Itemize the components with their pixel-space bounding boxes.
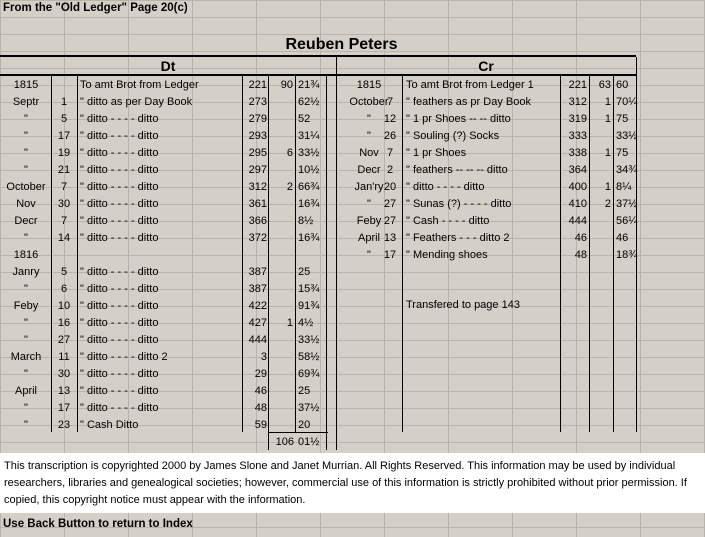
date-month: "	[24, 130, 28, 142]
date-month: Decr	[14, 215, 38, 227]
date-day: 26	[383, 130, 397, 142]
folio: 293	[248, 130, 267, 142]
date-day: 17	[57, 402, 71, 414]
credit-header: Cr	[478, 58, 494, 74]
date-month: Nov	[359, 147, 379, 159]
date-day: 7	[60, 181, 68, 193]
cents: 70¼	[616, 96, 638, 108]
date-day	[378, 77, 402, 94]
cents: 75	[616, 113, 629, 125]
date-month: "	[24, 147, 28, 159]
folio: 387	[248, 266, 267, 278]
cents: 33½	[298, 334, 320, 346]
cents: 33½	[616, 130, 638, 142]
cents: 4½	[298, 317, 314, 329]
dollars	[269, 128, 293, 145]
folio: 221	[248, 79, 267, 91]
entry-description: " Cash Ditto	[80, 419, 139, 431]
person-name: Reuben Peters	[285, 36, 398, 53]
date-day: 21	[57, 164, 71, 176]
dollars	[269, 349, 293, 366]
cents: 8¼	[616, 181, 632, 193]
col-rule	[295, 76, 296, 432]
date-month: Janry	[12, 266, 40, 278]
entry-description: " ditto - - - - ditto	[80, 147, 159, 159]
date-month: "	[24, 317, 28, 329]
cents: 10½	[298, 164, 320, 176]
entry-description: " ditto - - - - ditto	[80, 130, 159, 142]
cents: 25	[298, 385, 311, 397]
debit-total-b: 01½	[298, 436, 320, 448]
folio: 312	[568, 96, 587, 108]
date-day: 10	[57, 300, 71, 312]
date-day: 7	[386, 147, 394, 159]
folio: 387	[248, 283, 267, 295]
dollars: 1	[604, 181, 611, 193]
folio: 372	[248, 232, 267, 244]
entry-description: " ditto - - - - ditto	[80, 385, 159, 397]
folio: 361	[248, 198, 267, 210]
dollars: 2	[604, 198, 611, 210]
dollars	[269, 111, 293, 128]
cents: 75	[616, 147, 629, 159]
transfer-note: Transfered to page 143	[406, 299, 520, 311]
date-month: "	[367, 198, 371, 210]
date-month: Feby	[13, 300, 39, 312]
folio	[243, 247, 267, 264]
folio: 59	[254, 419, 267, 431]
debit-total-a: 106	[275, 436, 294, 448]
entry-description: " 1 pr Shoes -- -- ditto	[406, 113, 511, 125]
cents: 52	[298, 113, 311, 125]
cents: 33½	[298, 147, 320, 159]
entry-description: " ditto - - - - ditto	[80, 181, 159, 193]
cents: 16¾	[298, 198, 320, 210]
cents	[298, 247, 326, 264]
dollars	[269, 417, 293, 434]
entry-description	[80, 247, 240, 264]
entry-description: " Sunas (?) - - - - ditto	[406, 198, 512, 210]
folio: 3	[260, 351, 267, 363]
dollars	[590, 213, 611, 230]
folio: 221	[568, 79, 587, 91]
entry-description: " ditto - - - - ditto	[80, 283, 159, 295]
date-day: 13	[57, 385, 71, 397]
dollars: 1	[604, 96, 611, 108]
entry-description: " 1 pr Shoes	[406, 147, 467, 159]
date-month: April	[357, 232, 380, 244]
folio: 319	[568, 113, 587, 125]
dollars	[269, 94, 293, 111]
folio: 444	[248, 334, 267, 346]
date-day: 30	[57, 368, 71, 380]
entry-description: " feathers -- -- -- ditto	[406, 164, 508, 176]
folio: 312	[248, 181, 267, 193]
date-month: "	[24, 283, 28, 295]
entry-description: " ditto - - - - ditto	[80, 368, 159, 380]
date-day: 12	[383, 113, 397, 125]
folio: 338	[568, 147, 587, 159]
cents: 25	[298, 266, 311, 278]
date-day: 17	[383, 249, 397, 261]
dollars	[269, 230, 293, 247]
entry-description: " Cash - - - - ditto	[406, 215, 490, 227]
cents: 58½	[298, 351, 320, 363]
cents: 15¾	[298, 283, 320, 295]
cents: 21¾	[298, 79, 320, 91]
dollars: 1	[286, 317, 293, 329]
date-month: Jan'ry	[354, 181, 384, 193]
date-month: March	[10, 351, 42, 363]
dollars: 2	[286, 181, 293, 193]
page-title: From the "Old Ledger" Page 20(c)	[3, 2, 188, 14]
col-rule	[77, 76, 78, 432]
dollars	[269, 247, 293, 264]
col-rule	[326, 76, 327, 450]
folio: 46	[574, 232, 587, 244]
entry-description: " ditto - - - - ditto	[80, 334, 159, 346]
date-day: 27	[383, 215, 397, 227]
dollars: 1	[604, 113, 611, 125]
date-month: "	[24, 334, 28, 346]
dollars	[590, 247, 611, 264]
entry-description: " Souling (?) Socks	[406, 130, 500, 142]
date-month: April	[14, 385, 37, 397]
debit-header: Dt	[160, 58, 176, 74]
date-month: "	[24, 164, 28, 176]
dollars	[269, 264, 293, 281]
date-day: 2	[386, 164, 394, 176]
entry-description: " ditto as per Day Book	[80, 96, 193, 108]
folio: 364	[568, 164, 587, 176]
dollars	[590, 128, 611, 145]
date-month: "	[24, 402, 28, 414]
cents: 56¼	[616, 215, 638, 227]
entry-description: " ditto - - - - ditto	[80, 215, 159, 227]
dollars	[269, 332, 293, 349]
cents: 91¾	[298, 300, 320, 312]
folio: 444	[568, 215, 587, 227]
date-day: 17	[57, 130, 71, 142]
dollars	[269, 281, 293, 298]
date-month: "	[367, 113, 371, 125]
folio: 333	[568, 130, 587, 142]
cents: 37½	[616, 198, 638, 210]
cents: 46	[616, 232, 629, 244]
date-month: October	[349, 96, 389, 108]
date-month: "	[24, 419, 28, 431]
date-day: 5	[60, 113, 68, 125]
cents: 34¾	[616, 164, 638, 176]
back-instruction: Use Back Button to return to Index	[3, 518, 193, 530]
entry-description: " feathers as pr Day Book	[406, 96, 531, 108]
entry-description: " ditto - - - - ditto	[406, 181, 485, 193]
folio: 48	[254, 402, 267, 414]
entry-description: " ditto - - - - ditto	[80, 266, 159, 278]
dollars	[269, 162, 293, 179]
dollars	[590, 162, 611, 179]
entry-description: " ditto - - - - ditto 2	[80, 351, 168, 363]
date-day: 1	[60, 96, 68, 108]
entry-description: To amt Brot from Ledger 1	[406, 79, 534, 91]
dollars: 63	[598, 79, 611, 91]
cents: 69¾	[298, 368, 320, 380]
rule-top	[0, 55, 636, 57]
date-month: "	[24, 368, 28, 380]
date-day: 14	[57, 232, 71, 244]
date-day: 27	[57, 334, 71, 346]
entry-description: " Feathers - - - ditto 2	[406, 232, 510, 244]
entry-description: " ditto - - - - ditto	[80, 164, 159, 176]
folio: 422	[248, 300, 267, 312]
dollars: 1	[604, 147, 611, 159]
folio: 48	[574, 249, 587, 261]
entry-description: " ditto - - - - ditto	[80, 198, 159, 210]
date-month: 1816	[13, 249, 39, 261]
dollars: 6	[286, 147, 293, 159]
date-day: 11	[58, 351, 70, 363]
date-day: 19	[57, 147, 71, 159]
entry-description: To amt Brot from Ledger	[80, 79, 199, 91]
date-day: 16	[57, 317, 71, 329]
folio: 427	[248, 317, 267, 329]
folio: 46	[254, 385, 267, 397]
cents: 18¾	[616, 249, 638, 261]
date-day	[52, 77, 76, 94]
date-day: 7	[386, 96, 394, 108]
cents: 37½	[298, 402, 320, 414]
dollars	[590, 230, 611, 247]
dollars	[269, 213, 293, 230]
cents: 60	[616, 79, 629, 91]
folio: 295	[248, 147, 267, 159]
date-day: 6	[60, 283, 68, 295]
date-month: Feby	[356, 215, 382, 227]
date-day: 27	[383, 198, 397, 210]
date-month: Septr	[12, 96, 40, 108]
date-day: 13	[383, 232, 397, 244]
date-month: "	[367, 130, 371, 142]
date-month: Nov	[16, 198, 36, 210]
entry-description: " Mending shoes	[406, 249, 488, 261]
entry-description: " ditto - - - - ditto	[80, 317, 159, 329]
dollars	[269, 400, 293, 417]
entry-description: " ditto - - - - ditto	[80, 402, 159, 414]
cents: 16¾	[298, 232, 320, 244]
date-month: "	[367, 249, 371, 261]
date-day: 30	[57, 198, 71, 210]
folio: 29	[254, 368, 267, 380]
folio: 279	[248, 113, 267, 125]
dollars	[269, 383, 293, 400]
date-month: "	[24, 232, 28, 244]
date-month: October	[6, 181, 46, 193]
dollars	[269, 298, 293, 315]
dollars	[269, 196, 293, 213]
folio: 297	[248, 164, 267, 176]
folio: 410	[568, 198, 587, 210]
col-rule	[402, 76, 403, 432]
entry-description: " ditto - - - - ditto	[80, 232, 159, 244]
date-month: Decr	[357, 164, 381, 176]
folio: 273	[248, 96, 267, 108]
rule-sub	[0, 74, 636, 76]
folio: 366	[248, 215, 267, 227]
date-month: 1815	[13, 79, 39, 91]
cents: 8½	[298, 215, 314, 227]
entry-description: " ditto - - - - ditto	[80, 300, 159, 312]
dollars: 90	[280, 79, 293, 91]
date-day: 5	[60, 266, 68, 278]
cents: 20	[298, 419, 311, 431]
folio: 400	[568, 181, 587, 193]
col-rule	[613, 76, 614, 432]
cents: 66¾	[298, 181, 320, 193]
date-day: 7	[60, 215, 68, 227]
dollars	[269, 366, 293, 383]
entry-description: " ditto - - - - ditto	[80, 113, 159, 125]
date-day: 20	[383, 181, 397, 193]
cents: 31¼	[298, 130, 320, 142]
cents: 62½	[298, 96, 320, 108]
date-month: "	[24, 113, 28, 125]
date-day: 23	[57, 419, 71, 431]
date-day	[52, 247, 76, 264]
date-month: 1815	[356, 79, 382, 91]
copyright-notice: This transcription is copyrighted 2000 by James Slone and Janet Murrian. All Rights Reserved. This information may be used by individual researchers, libraries and genealogical societies; however, commercial use of this information is strictly prohibited without prior permission. If copied, this copyright notice must appear with the information.	[4, 458, 694, 509]
